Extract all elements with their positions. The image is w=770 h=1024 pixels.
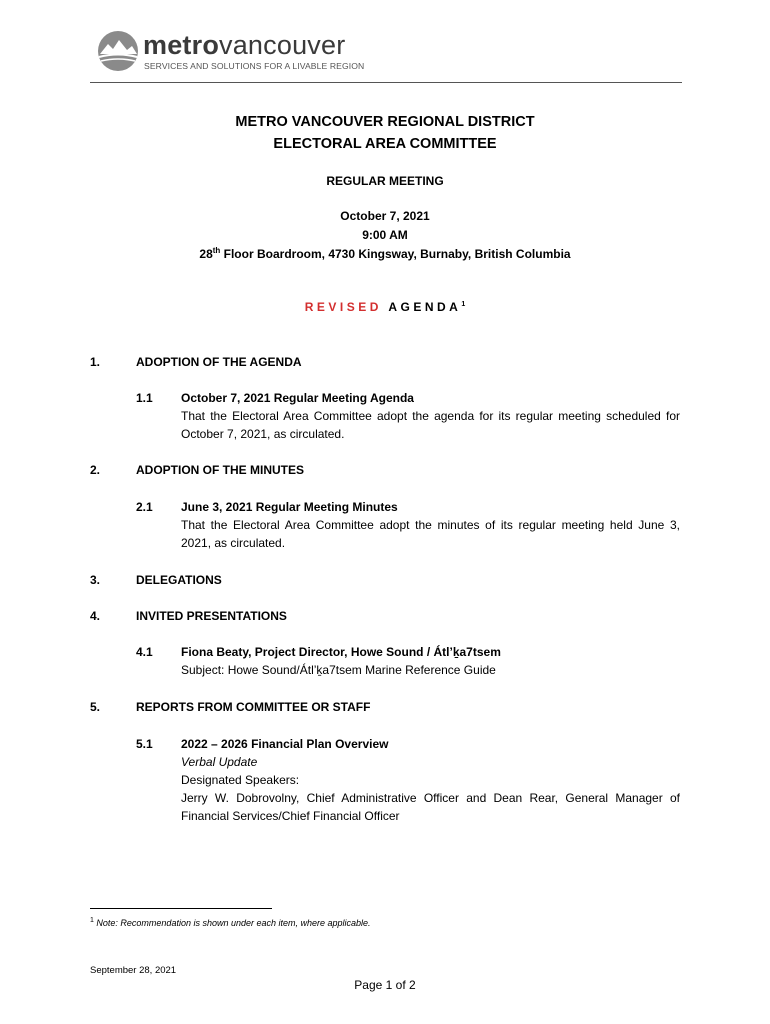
logo-wordmark xyxy=(143,29,345,61)
meeting-type: REGULAR MEETING xyxy=(326,174,444,188)
header-divider xyxy=(90,82,682,83)
section-title: REPORTS FROM COMMITTEE OR STAFF xyxy=(136,700,371,714)
meeting-time: 9:00 AM xyxy=(362,228,408,242)
agenda-heading xyxy=(90,300,680,314)
location-address: Floor Boardroom, 4730 Kingsway, Burnaby, British Columbia xyxy=(220,247,571,261)
agenda-item xyxy=(181,498,680,552)
footnote-divider xyxy=(90,908,272,909)
item-title: June 3, 2021 Regular Meeting Minutes xyxy=(181,500,398,514)
section-title: DELEGATIONS xyxy=(136,573,222,587)
page-number: Page 1 of 2 xyxy=(354,978,416,992)
item-title: Fiona Beaty, Project Director, Howe Sound / Átl’ḵa7tsem xyxy=(181,645,501,659)
footer-date: September 28, 2021 xyxy=(90,965,177,976)
meeting-date: October 7, 2021 xyxy=(340,209,430,223)
item-title: October 7, 2021 Regular Meeting Agenda xyxy=(181,391,414,405)
section-title: INVITED PRESENTATIONS xyxy=(136,609,287,623)
section-number: 2. xyxy=(90,463,101,477)
meeting-location xyxy=(90,246,680,261)
item-title: 2022 – 2026 Financial Plan Overview xyxy=(181,737,389,751)
section-title: ADOPTION OF THE MINUTES xyxy=(136,463,304,477)
agenda-item xyxy=(181,643,680,679)
logo-tagline: SERVICES AND SOLUTIONS FOR A LIVABLE REGION xyxy=(144,61,365,71)
item-number: 4.1 xyxy=(136,645,153,659)
section-number: 1. xyxy=(90,355,101,369)
agenda-revised-label: REVISED xyxy=(304,300,382,314)
logo-wordmark-light: vancouver xyxy=(219,30,346,60)
document-title-line2: ELECTORAL AREA COMMITTEE xyxy=(273,136,497,152)
section-title: ADOPTION OF THE AGENDA xyxy=(136,355,302,369)
item-number: 5.1 xyxy=(136,737,153,751)
location-floor: 28 xyxy=(199,247,213,261)
logo-wordmark-bold: metro xyxy=(143,30,220,60)
item-speakers-label: Designated Speakers: xyxy=(181,773,300,787)
item-speakers: Jerry W. Dobrovolny, Chief Administrative Officer and Dean Rear, General Manager of Financial Services/Chief Financial Officer xyxy=(181,791,680,823)
footnote xyxy=(90,917,371,928)
item-number: 1.1 xyxy=(136,391,153,405)
item-number: 2.1 xyxy=(136,500,153,514)
item-recommendation: That the Electoral Area Committee adopt the agenda for its regular meeting scheduled for October 7, 2021, as circulated. xyxy=(181,409,680,441)
agenda-footnote-ref: 1 xyxy=(461,301,466,308)
agenda-item xyxy=(181,389,680,443)
footnote-text: Note: Recommendation is shown under each item, where applicable. xyxy=(93,918,371,928)
location-floor-suffix: th xyxy=(212,246,221,255)
section-number: 3. xyxy=(90,573,101,587)
item-subject: Subject: Howe Sound/Átl’ḵa7tsem Marine Reference Guide xyxy=(181,663,496,677)
item-recommendation: That the Electoral Area Committee adopt the minutes of its regular meeting held June 3, 2021, as circulated. xyxy=(181,518,680,550)
section-number: 5. xyxy=(90,700,101,714)
document-title-line1: METRO VANCOUVER REGIONAL DISTRICT xyxy=(235,114,535,130)
agenda-label: AGENDA xyxy=(388,300,462,314)
item-type: Verbal Update xyxy=(181,755,258,769)
footnote-number: 1 xyxy=(90,917,94,924)
section-number: 4. xyxy=(90,609,101,623)
agenda-item xyxy=(181,735,680,825)
metro-vancouver-logo-icon xyxy=(97,30,139,72)
